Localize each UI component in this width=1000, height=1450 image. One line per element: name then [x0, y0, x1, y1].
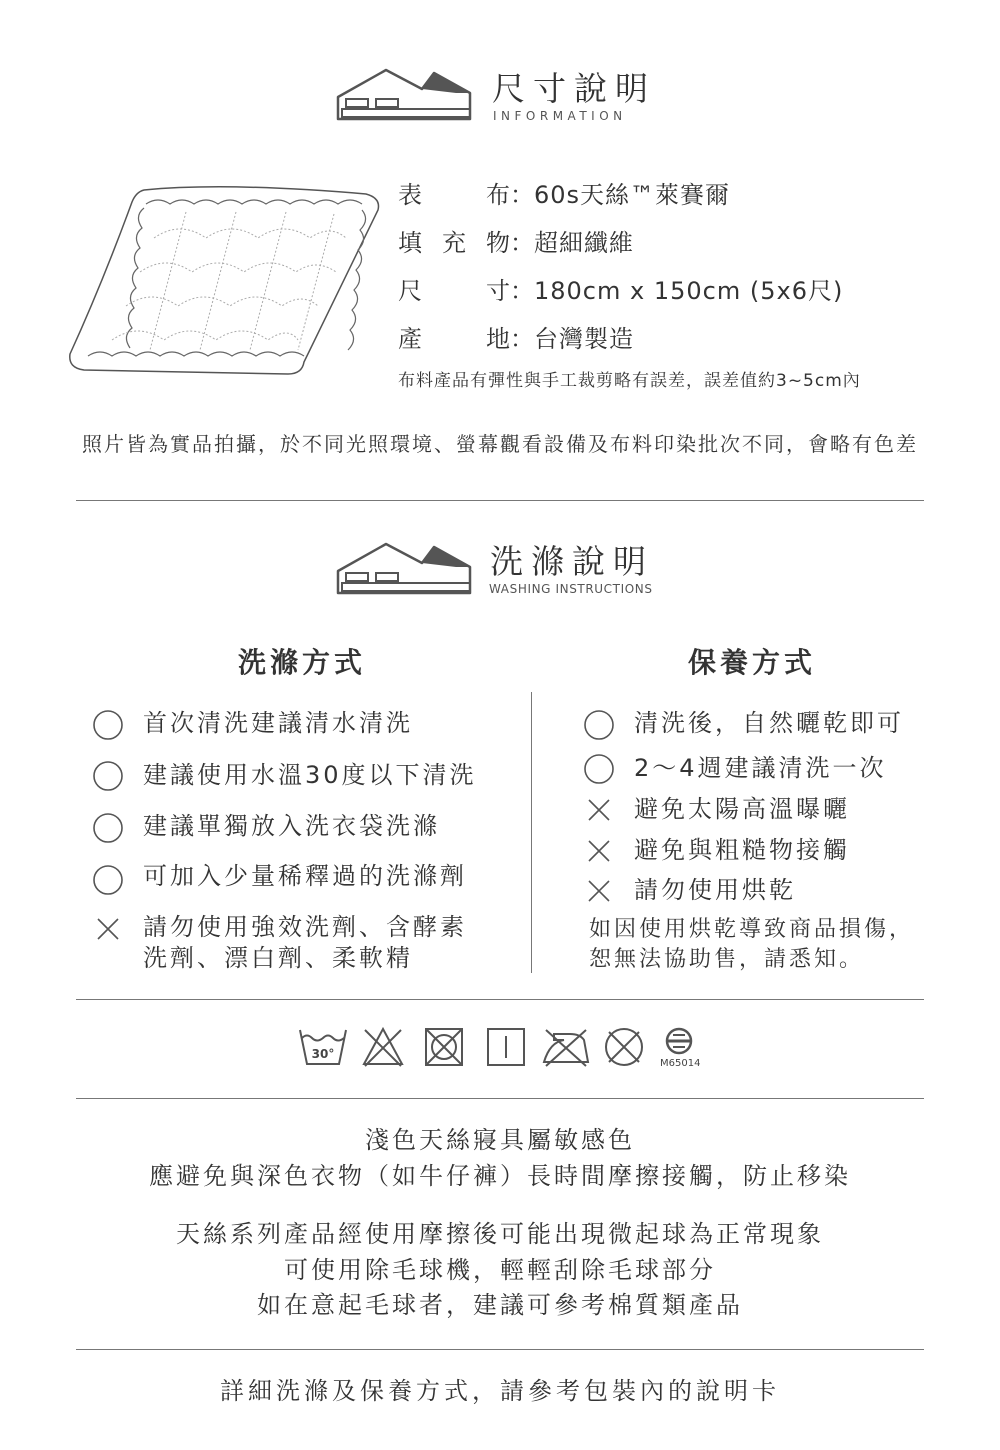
- circle-icon: [92, 760, 124, 792]
- certification-code: M65014: [660, 1058, 701, 1069]
- list-item: 清洗後，自然曬乾即可: [634, 709, 904, 737]
- circle-icon: [92, 812, 124, 844]
- spec-label: 產地: [398, 325, 510, 353]
- divider: [76, 999, 924, 1000]
- list-item: 首次清洗建議清水清洗: [143, 709, 413, 737]
- quilt-icon: [66, 184, 386, 380]
- circle-icon: [92, 864, 124, 896]
- spec-size: 尺寸：180cm x 150cm (5x6尺): [398, 277, 844, 305]
- size-section-subtitle: INFORMATION: [493, 109, 627, 123]
- care-note-continued: 恕無法協助售，請悉知。: [589, 947, 865, 972]
- no-iron-icon: [540, 1026, 592, 1068]
- wash-section-title: 洗滌說明: [490, 542, 654, 581]
- footer-note: 詳細洗滌及保養方式，請參考包裝內的說明卡: [220, 1377, 780, 1405]
- spec-origin: 產地：台灣製造: [398, 325, 634, 353]
- certification-mark-icon: [664, 1027, 694, 1055]
- no-bleach-icon: [361, 1026, 405, 1068]
- cross-icon: [95, 916, 121, 942]
- note-light-color: 淺色天絲寢具屬敏感色: [365, 1126, 635, 1154]
- spec-note: 布料產品有彈性與手工裁剪略有誤差，誤差值約3~5cm內: [398, 371, 861, 391]
- wash-30-icon: [297, 1026, 349, 1068]
- house-bed-logo: [336, 541, 472, 599]
- list-item: 請勿使用強效洗劑、含酵素: [143, 913, 467, 941]
- list-item-continued: 洗劑、漂白劑、柔軟精: [143, 944, 413, 972]
- line-dry-icon: [485, 1026, 527, 1068]
- list-item: 建議使用水溫30度以下清洗: [143, 761, 477, 789]
- circle-icon: [92, 709, 124, 741]
- list-item: 可加入少量稀釋過的洗滌劑: [143, 862, 467, 890]
- cross-icon: [586, 878, 612, 904]
- column-divider: [531, 692, 532, 973]
- list-item: 請勿使用烘乾: [634, 876, 796, 904]
- cross-icon: [586, 838, 612, 864]
- spec-filling: 填充物：超細纖維: [398, 229, 634, 257]
- spec-value: 60s天絲™萊賽爾: [534, 181, 731, 209]
- divider: [76, 1098, 924, 1099]
- house-bed-logo: [336, 67, 472, 125]
- wash-section-subtitle: WASHING INSTRUCTIONS: [489, 582, 653, 596]
- spec-label: 填充物: [398, 229, 510, 257]
- note-cotton-suggestion: 如在意起毛球者，建議可參考棉質類產品: [257, 1291, 743, 1319]
- spec-label: 表布: [398, 181, 510, 209]
- note-pilling: 天絲系列產品經使用摩擦後可能出現微起球為正常現象: [176, 1220, 824, 1248]
- cross-icon: [586, 797, 612, 823]
- care-note: 如因使用烘乾導致商品損傷，: [589, 917, 915, 942]
- wash-temp-label: 30°: [311, 1047, 335, 1061]
- spec-value: 台灣製造: [534, 325, 634, 353]
- photo-note: 照片皆為實品拍攝，於不同光照環境、螢幕觀看設備及布料印染批次不同，會略有色差: [82, 432, 918, 456]
- size-section-title: 尺寸說明: [492, 69, 656, 108]
- care-method-title: 保養方式: [688, 646, 817, 679]
- spec-value: 180cm x 150cm (5x6尺): [534, 277, 844, 305]
- note-pill-remover: 可使用除毛球機，輕輕刮除毛球部分: [284, 1256, 716, 1284]
- list-item: 建議單獨放入洗衣袋洗滌: [143, 812, 440, 840]
- note-avoid-dye-transfer: 應避免與深色衣物（如牛仔褲）長時間摩擦接觸，防止移染: [149, 1162, 851, 1190]
- circle-icon: [583, 709, 615, 741]
- divider: [76, 1349, 924, 1350]
- wash-method-title: 洗滌方式: [238, 646, 367, 679]
- spec-fabric: 表布：60s天絲™萊賽爾: [398, 181, 731, 209]
- spec-value: 超細纖維: [534, 229, 634, 257]
- list-item: 2～4週建議清洗一次: [634, 754, 887, 782]
- circle-icon: [583, 753, 615, 785]
- list-item: 避免與粗糙物接觸: [634, 836, 850, 864]
- spec-label: 尺寸: [398, 277, 510, 305]
- no-tumble-dry-icon: [423, 1026, 465, 1068]
- divider: [76, 500, 924, 501]
- list-item: 避免太陽高溫曝曬: [634, 795, 850, 823]
- no-dry-clean-icon: [603, 1026, 645, 1068]
